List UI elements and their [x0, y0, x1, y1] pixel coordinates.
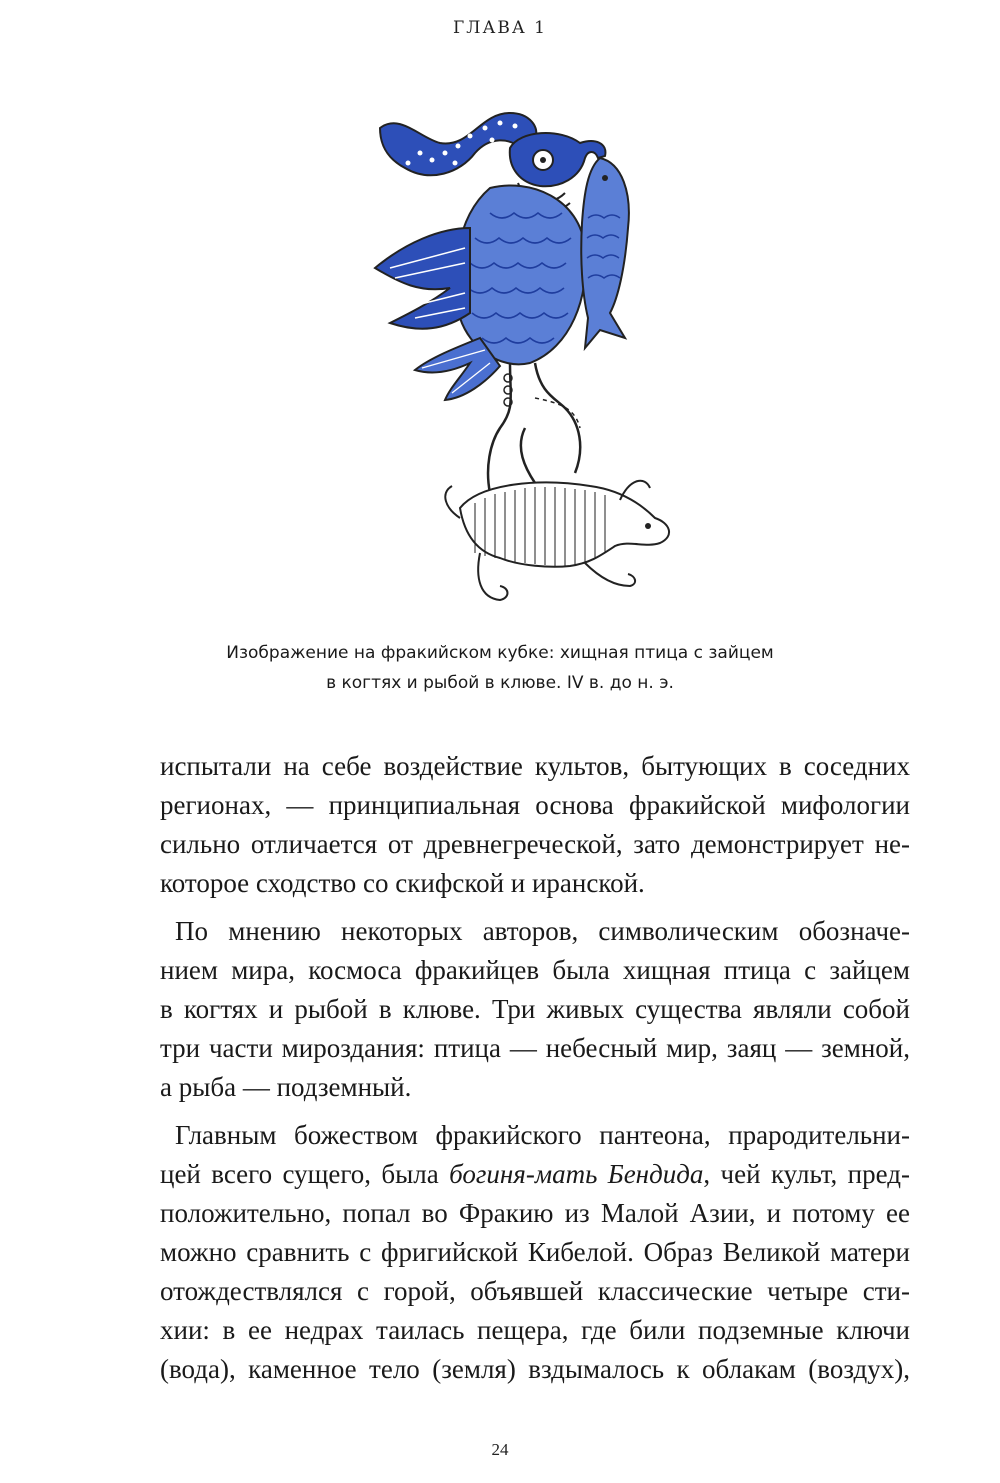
text-line: в когтях и рыбой в клюве. Три живых существа являли собой [160, 994, 910, 1024]
text-line: сильно отличается от древнегреческой, зато демонстрирует не- [160, 829, 910, 859]
page-number: 24 [491, 1440, 509, 1459]
text-line: нием мира, космоса фракийцев была хищная птица с зайцем [160, 955, 910, 985]
caption-line: Изображение на фракийском кубке: хищная птица с зайцем [226, 643, 774, 663]
text-line: хии: в ее недрах таилась пещера, где били подземные ключи [160, 1315, 910, 1345]
text-line: можно сравнить с фригийской Кибелой. Образ Великой матери [160, 1237, 910, 1267]
text-line [160, 1155, 910, 1194]
paragraph-2 [160, 912, 910, 1107]
bird-body [455, 186, 585, 365]
text-line: испытали на себе воздействие культов, бытующих в соседних [160, 751, 910, 781]
text-run: цей всего сущего, была [160, 1159, 450, 1189]
text-line: отождествлялся с горой, объявшей классические четыре сти- [160, 1276, 910, 1306]
text-run: , чей культ, пред- [703, 1159, 910, 1189]
running-head: ГЛАВА 1 [453, 18, 547, 38]
bird-wing [375, 228, 470, 329]
body-text [160, 747, 910, 1389]
text-line: регионах, — принципиальная основа фракийской мифологии [160, 790, 910, 820]
text-line: три части мироздания: птица — небесный мир, заяц — земной, [160, 1033, 910, 1063]
text-line: которое сходство со скифской и иранской. [160, 868, 645, 898]
thracian-bird-illustration [360, 108, 680, 623]
caption-line: в когтях и рыбой в клюве. IV в. до н. э. [326, 673, 674, 693]
bird-tail [415, 338, 500, 400]
fish [581, 158, 629, 348]
paragraph-3 [160, 1116, 910, 1389]
text-line: положительно, попал во Фракию из Малой Азии, и потому ее [160, 1198, 910, 1228]
text-line: а рыба — подземный. [160, 1072, 412, 1102]
bird-legs [488, 363, 580, 493]
emphasis-deity-name: богиня-мать Бендида [449, 1159, 704, 1189]
text-line: По мнению некоторых авторов, символическим обозначе- [175, 916, 910, 946]
figure-caption [150, 638, 850, 698]
text-line: (вода), каменное тело (земля) вздымалось к облакам (воздух), [160, 1354, 910, 1384]
text-line: Главным божеством фракийского пантеона, прародительни- [175, 1120, 910, 1150]
paragraph-1 [160, 747, 910, 903]
